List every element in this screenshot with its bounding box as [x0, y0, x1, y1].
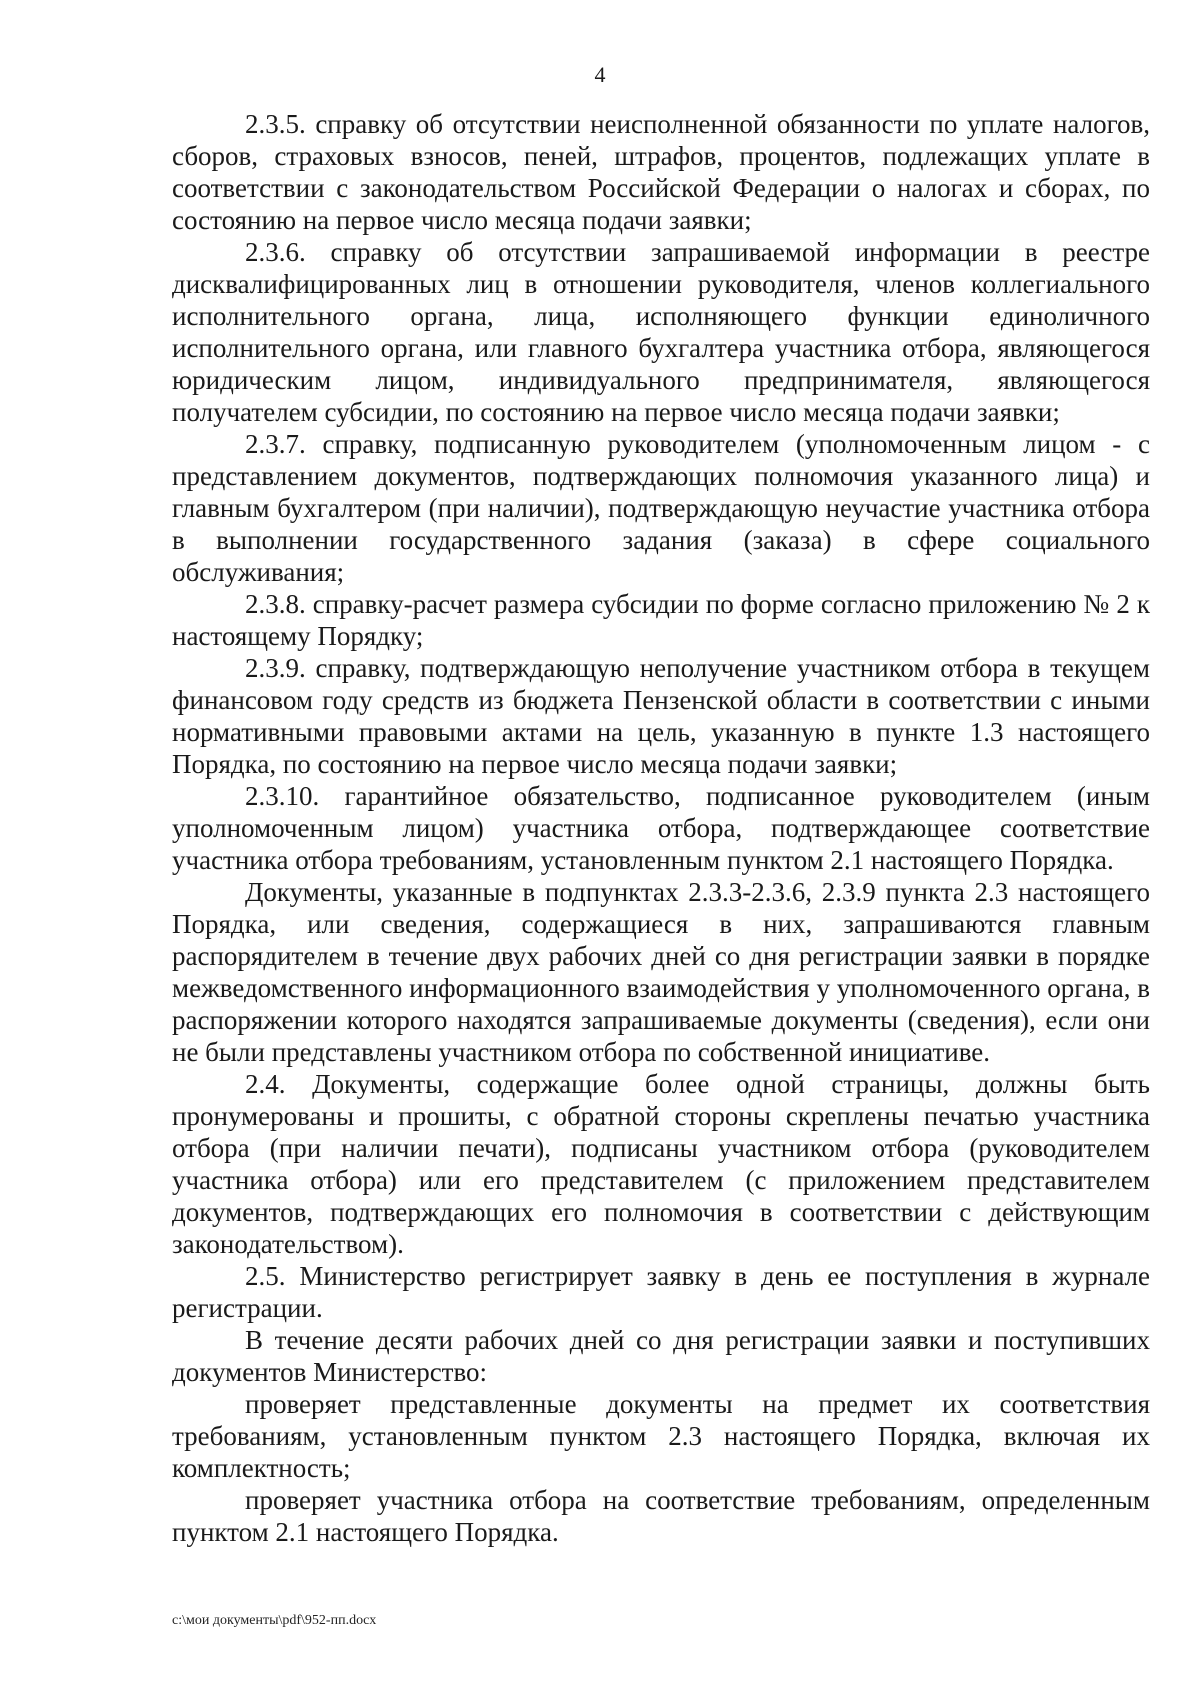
- paragraph-documents-request: Документы, указанные в подпунктах 2.3.3-2.3.6, 2.3.9 пункта 2.3 настоящего Порядка, или сведения, содержащиеся в них, запрашиваются главным распорядителем в течение двух рабочих дней со дня регистрации заявки в порядке межведомственного информационного взаимодействия у уполномоченного органа, в распоряжении которого находятся запрашиваемые документы (сведения), если они не были представлены участником отбора по собственной инициативе.: [172, 877, 1150, 1067]
- paragraph-2-3-8: 2.3.8. справку-расчет размера субсидии по форме согласно приложению № 2 к настоящему Порядку;: [172, 589, 1150, 651]
- document-body: [172, 108, 1150, 1548]
- page-number: 4: [594, 62, 606, 87]
- paragraph-2-3-6: 2.3.6. справку об отсутствии запрашиваемой информации в реестре дисквалифицированных лиц в отношении руководителя, членов коллегиального исполнительного органа, лица, исполняющего функции единоличного исполнительного органа, или главного бухгалтера участника отбора, являющегося юридическим лицом, индивидуального предпринимателя, являющегося получателем субсидии, по состоянию на первое число месяца подачи заявки;: [172, 237, 1150, 427]
- paragraph-ministry-checks: В течение десяти рабочих дней со дня регистрации заявки и поступивших документов Министерство:: [172, 1325, 1150, 1387]
- paragraph-check-participant: проверяет участника отбора на соответствие требованиям, определенным пунктом 2.1 настоящего Порядка.: [172, 1485, 1150, 1547]
- paragraph-2-3-9: 2.3.9. справку, подтверждающую неполучение участником отбора в текущем финансовом году средств из бюджета Пензенской области в соответствии с иными нормативными правовыми актами на цель, указанную в пункте 1.3 настоящего Порядка, по состоянию на первое число месяца подачи заявки;: [172, 653, 1150, 779]
- paragraph-2-5: 2.5. Министерство регистрирует заявку в день ее поступления в журнале регистрации.: [172, 1261, 1150, 1323]
- paragraph-check-documents: проверяет представленные документы на предмет их соответствия требованиям, установленным пунктом 2.3 настоящего Порядка, включая их комплектность;: [172, 1389, 1150, 1483]
- file-path-footer: c:\мои документы\pdf\952-пп.docx: [172, 1613, 377, 1628]
- paragraph-2-3-7: 2.3.7. справку, подписанную руководителем (уполномоченным лицом - с представлением документов, подтверждающих полномочия указанного лица) и главным бухгалтером (при наличии), подтверждающую неучастие участника отбора в выполнении государственного задания (заказа) в сфере социального обслуживания;: [172, 429, 1150, 587]
- paragraph-2-3-5: 2.3.5. справку об отсутствии неисполненной обязанности по уплате налогов, сборов, страховых взносов, пеней, штрафов, процентов, подлежащих уплате в соответствии с законодательством Российской Федерации о налогах и сборах, по состоянию на первое число месяца подачи заявки;: [172, 109, 1150, 235]
- paragraph-2-4: 2.4. Документы, содержащие более одной страницы, должны быть пронумерованы и прошиты, с обратной стороны скреплены печатью участника отбора (при наличии печати), подписаны участником отбора (руководителем участника отбора) или его представителем (с приложением представителем документов, подтверждающих его полномочия в соответствии с действующим законодательством).: [172, 1069, 1150, 1259]
- paragraph-2-3-10: 2.3.10. гарантийное обязательство, подписанное руководителем (иным уполномоченным лицом) участника отбора, подтверждающее соответствие участника отбора требованиям, установленным пунктом 2.1 настоящего Порядка.: [172, 781, 1150, 875]
